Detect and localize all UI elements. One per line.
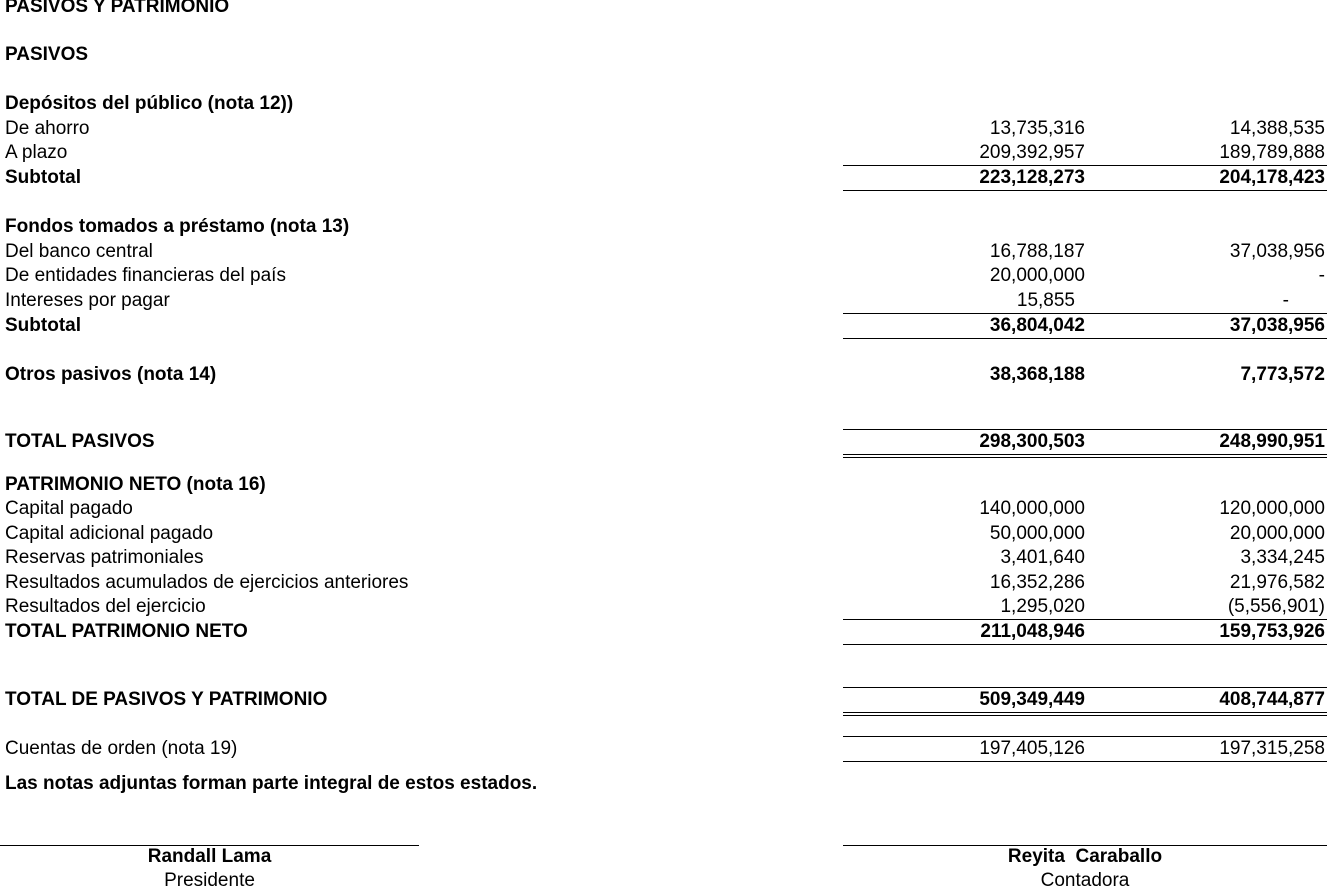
table-row	[0, 571, 1327, 595]
row-label: A plazo	[5, 142, 68, 163]
signature-name-president: Randall Lama	[147, 846, 272, 867]
row-label: Capital pagado	[5, 498, 133, 519]
double-underline	[843, 457, 1327, 458]
divider	[843, 190, 1327, 191]
row-value-current: 209,392,957	[979, 142, 1085, 163]
table-row	[0, 546, 1327, 570]
page-title-text: PASIVOS Y PATRIMONIO	[5, 0, 230, 17]
subtotal-row	[0, 314, 1327, 338]
row-label: Resultados del ejercicio	[5, 596, 206, 617]
row-label: Reservas patrimoniales	[5, 547, 204, 568]
row-label: Del banco central	[5, 241, 153, 262]
total-pasivos-row	[0, 430, 1327, 454]
row-label: TOTAL PASIVOS	[5, 431, 155, 452]
row-value-current: 15,855	[1016, 290, 1075, 311]
group-heading-depositos	[0, 92, 1327, 116]
row-value-prior: -	[1318, 265, 1325, 286]
table-row	[0, 264, 1327, 288]
group-heading-text: Fondos tomados a préstamo (nota 13)	[5, 216, 350, 237]
subtotal-row	[0, 166, 1327, 190]
row-label: Otros pasivos (nota 14)	[5, 364, 217, 385]
group-heading-fondos	[0, 215, 1327, 239]
signature-role-president: Presidente	[164, 870, 255, 891]
row-value-current: 16,788,187	[989, 241, 1085, 262]
table-row	[0, 141, 1327, 165]
table-row	[0, 497, 1327, 521]
row-label: De entidades financieras del país	[5, 265, 286, 286]
row-value-prior: 408,744,877	[1219, 689, 1325, 710]
row-label: Cuentas de orden (nota 19)	[5, 738, 238, 759]
row-label: Resultados acumulados de ejercicios anteriores	[5, 572, 409, 593]
row-value-current: 3,401,640	[1000, 547, 1085, 568]
row-value-prior: 3,334,245	[1240, 547, 1325, 568]
double-underline	[843, 712, 1327, 713]
table-row	[0, 595, 1327, 619]
row-value-current: 13,735,316	[989, 118, 1085, 139]
row-value-prior: 159,753,926	[1219, 621, 1325, 642]
row-value-current: 211,048,946	[980, 621, 1085, 642]
total-patrimonio-row	[0, 620, 1327, 644]
row-value-prior: 21,976,582	[1229, 572, 1325, 593]
footnote	[0, 772, 1327, 796]
row-value-current: 1,295,020	[1000, 596, 1085, 617]
row-value-prior: 37,038,956	[1229, 315, 1325, 336]
row-label: Subtotal	[5, 315, 81, 336]
footnote-text: Las notas adjuntas forman parte integral de estos estados.	[5, 773, 538, 794]
table-row	[0, 117, 1327, 141]
row-value-prior: (5,556,901)	[1227, 596, 1325, 617]
section-heading-pasivos	[0, 43, 1327, 67]
row-value-current: 20,000,000	[989, 265, 1085, 286]
divider	[843, 761, 1327, 762]
row-value-prior: 197,315,258	[1219, 738, 1325, 759]
row-label: Capital adicional pagado	[5, 523, 214, 544]
double-underline	[843, 715, 1327, 716]
row-value-current: 36,804,042	[989, 315, 1085, 336]
total-general-row	[0, 688, 1327, 712]
row-value-prior: 204,178,423	[1219, 167, 1325, 188]
row-label: TOTAL PATRIMONIO NETO	[5, 621, 248, 642]
table-row	[0, 289, 1327, 313]
row-value-current: 50,000,000	[989, 523, 1085, 544]
row-value-prior: 37,038,956	[1229, 241, 1325, 262]
page-title	[0, 0, 1327, 19]
row-value-prior: 7,773,572	[1240, 364, 1325, 385]
row-value-current: 509,349,449	[979, 689, 1085, 710]
otros-pasivos-row	[0, 363, 1327, 387]
row-value-current: 16,352,286	[989, 572, 1085, 593]
row-label: Intereses por pagar	[5, 290, 170, 311]
signature-role-accountant: Contadora	[1040, 870, 1130, 891]
row-value-current: 223,128,273	[979, 167, 1085, 188]
group-heading-patrimonio	[0, 473, 1327, 497]
row-value-current: 197,405,126	[979, 738, 1085, 759]
row-value-prior: -	[1282, 290, 1289, 311]
divider	[843, 644, 1327, 645]
cuentas-orden-row	[0, 737, 1327, 761]
divider	[843, 338, 1327, 339]
group-heading-text: Depósitos del público (nota 12))	[5, 93, 294, 114]
row-value-current: 140,000,000	[979, 498, 1085, 519]
group-heading-text: PATRIMONIO NETO (nota 16)	[5, 474, 266, 495]
row-value-prior: 189,789,888	[1219, 142, 1325, 163]
row-value-prior: 248,990,951	[1219, 431, 1325, 452]
table-row	[0, 240, 1327, 264]
row-value-prior: 20,000,000	[1229, 523, 1325, 544]
row-value-current: 38,368,188	[989, 364, 1085, 385]
row-value-current: 298,300,503	[979, 431, 1085, 452]
row-label: TOTAL DE PASIVOS Y PATRIMONIO	[5, 689, 328, 710]
row-label: De ahorro	[5, 118, 90, 139]
row-label: Subtotal	[5, 167, 81, 188]
table-row	[0, 522, 1327, 546]
double-underline	[843, 454, 1327, 455]
row-value-prior: 14,388,535	[1229, 118, 1325, 139]
section-heading-text: PASIVOS	[5, 44, 89, 65]
signature-name-accountant: Reyita Caraballo	[1007, 846, 1163, 867]
row-value-prior: 120,000,000	[1219, 498, 1325, 519]
